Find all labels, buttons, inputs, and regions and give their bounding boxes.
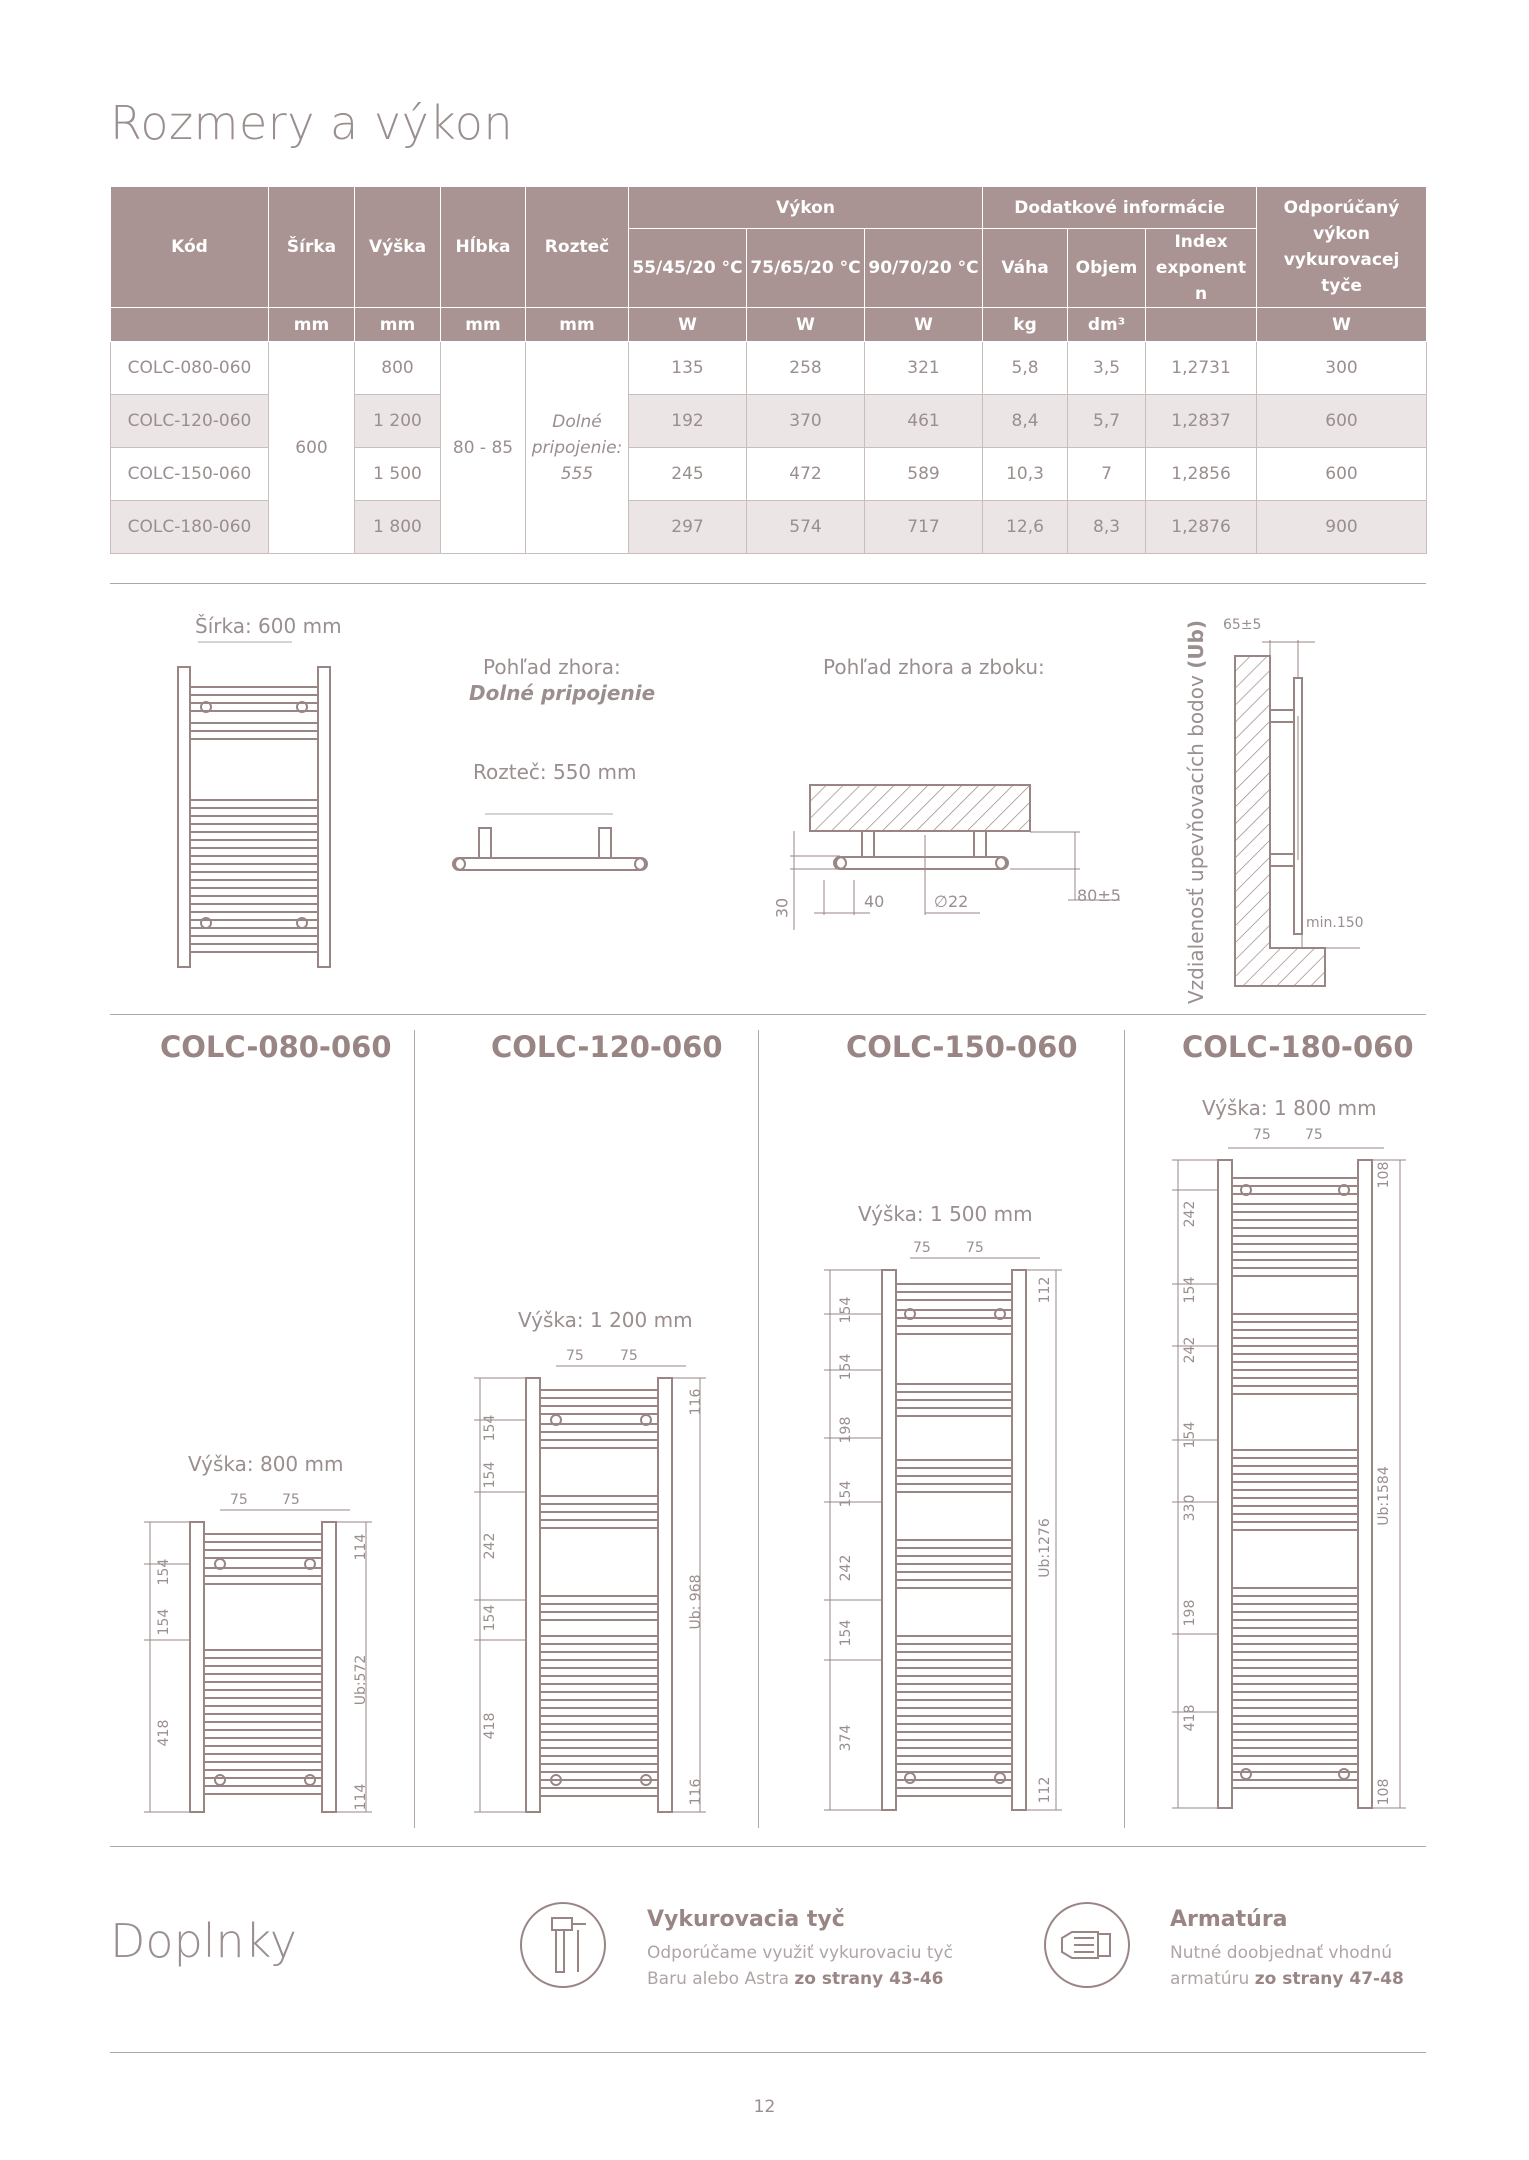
cell-vaha: 5,8 (983, 342, 1068, 395)
accessory-line2: armatúru (1170, 1969, 1255, 1989)
accessory-description (647, 1940, 953, 1992)
col-header-objem: Objem (1068, 229, 1146, 308)
dim-left: 154 (1182, 1276, 1198, 1304)
dim-left: 154 (1182, 1421, 1198, 1449)
dim-right-top: 114 (353, 1533, 369, 1561)
cell-vaha: 12,6 (983, 501, 1068, 554)
dim-75: 75 (966, 1240, 984, 1256)
divider (110, 2052, 1426, 2053)
dim-left: 374 (838, 1724, 854, 1752)
unit-vaha: kg (983, 308, 1068, 342)
col-header-sirka: Šírka (269, 187, 355, 308)
wall-dim-65: 65±5 (1223, 617, 1262, 633)
dim-ub: Ub:1584 (1376, 1466, 1392, 1526)
side-view-drawing (780, 780, 1140, 940)
cell-index: 1,2837 (1146, 395, 1257, 448)
col-header-odp-line1: Odporúčaný (1283, 198, 1400, 218)
dim-left: 418 (482, 1712, 498, 1740)
cell-odp: 600 (1257, 395, 1427, 448)
cell-p3: 717 (865, 501, 983, 554)
dim-right-bottom: 116 (688, 1778, 704, 1806)
dim-left: 242 (838, 1554, 854, 1582)
page-title: Rozmery a výkon (110, 96, 514, 150)
accessory-line1: Nutné doobjednať vhodnú (1170, 1943, 1392, 1963)
cell-vyska: 1 800 (355, 501, 441, 554)
dim-75: 75 (620, 1348, 638, 1364)
col-header-p3: 90/70/20 °C (865, 229, 983, 308)
model-120-drawing (470, 1346, 710, 1836)
accessories-title: Doplnky (110, 1914, 297, 1968)
dim-right-bottom: 108 (1376, 1778, 1392, 1806)
cell-index: 1,2731 (1146, 342, 1257, 395)
dim-75: 75 (913, 1240, 931, 1256)
dim-left: 330 (1182, 1494, 1198, 1522)
cell-vyska: 800 (355, 342, 441, 395)
accessory-page-ref: zo strany 47-48 (1254, 1969, 1404, 1989)
unit-odp: W (1257, 308, 1427, 342)
dim-left: 198 (838, 1416, 854, 1444)
height-label: Výška: 1 500 mm (858, 1202, 1033, 1226)
unit-p3: W (865, 308, 983, 342)
sirka-label: Šírka: 600 mm (195, 614, 342, 638)
side-dim-30: 30 (772, 897, 792, 919)
dim-left: 418 (1182, 1704, 1198, 1732)
cell-odp: 300 (1257, 342, 1427, 395)
dim-left: 154 (156, 1558, 172, 1586)
dim-left: 242 (1182, 1200, 1198, 1228)
unit-p1: W (629, 308, 747, 342)
wall-vertical-label (1184, 620, 1208, 1004)
col-header-index-line2: exponent n (1155, 258, 1247, 304)
unit-roztec: mm (526, 308, 629, 342)
unit-kod (111, 308, 269, 342)
wall-mount-drawing (1220, 618, 1380, 998)
col-header-kod: Kód (111, 187, 269, 308)
side-dim-80: 80±5 (1077, 886, 1121, 905)
model-separator (1124, 1030, 1125, 1828)
cell-sirka-merged: 600 (269, 342, 355, 554)
col-header-p1: 55/45/20 °C (629, 229, 747, 308)
side-dim-d22: ∅22 (934, 892, 969, 911)
roztec-line1: Dolné (552, 411, 602, 432)
cell-objem: 5,7 (1068, 395, 1146, 448)
dim-75: 75 (282, 1492, 300, 1508)
cell-vaha: 10,3 (983, 448, 1068, 501)
dim-left: 154 (156, 1608, 172, 1636)
dim-right-top: 108 (1376, 1161, 1392, 1189)
unit-sirka: mm (269, 308, 355, 342)
model-title: COLC-080-060 (160, 1030, 392, 1064)
roztec-line2: pripojenie: (531, 437, 623, 458)
col-header-odp-line3: tyče (1321, 276, 1362, 296)
cell-p2: 574 (747, 501, 865, 554)
cell-odp: 600 (1257, 448, 1427, 501)
divider (110, 583, 1426, 584)
cell-p1: 297 (629, 501, 747, 554)
cell-p2: 258 (747, 342, 865, 395)
cell-objem: 8,3 (1068, 501, 1146, 554)
valve-icon (1042, 1900, 1132, 1990)
col-header-index-line1: Index (1174, 232, 1228, 252)
wall-dim-min150: min.150 (1306, 915, 1364, 931)
col-header-index (1146, 229, 1257, 308)
cell-objem: 7 (1068, 448, 1146, 501)
model-separator (414, 1030, 415, 1828)
cell-p1: 135 (629, 342, 747, 395)
accessory-page-ref: zo strany 43-46 (794, 1969, 944, 1989)
divider (110, 1014, 1426, 1015)
accessory-description (1170, 1940, 1404, 1992)
top-view-label: Pohľad zhora: (483, 655, 621, 679)
col-header-p2: 75/65/20 °C (747, 229, 865, 308)
height-label: Výška: 800 mm (188, 1452, 344, 1476)
model-150-drawing (820, 1240, 1070, 1836)
dim-left: 154 (838, 1296, 854, 1324)
height-label: Výška: 1 800 mm (1202, 1096, 1377, 1120)
table-row (111, 342, 1427, 395)
side-dim-40: 40 (864, 892, 885, 911)
cell-kod: COLC-180-060 (111, 501, 269, 554)
cell-objem: 3,5 (1068, 342, 1146, 395)
roztec-label: Rozteč: 550 mm (473, 760, 637, 784)
side-view-label: Pohľad zhora a zboku: (823, 655, 1045, 679)
divider (110, 1846, 1426, 1847)
spec-table (110, 186, 1427, 554)
unit-vyska: mm (355, 308, 441, 342)
cell-vaha: 8,4 (983, 395, 1068, 448)
dim-left: 154 (482, 1604, 498, 1632)
dim-left: 154 (838, 1619, 854, 1647)
cell-vyska: 1 500 (355, 448, 441, 501)
col-header-vyska: Výška (355, 187, 441, 308)
roztec-line3: 555 (560, 463, 594, 484)
unit-hlbka: mm (441, 308, 526, 342)
dim-left: 242 (482, 1532, 498, 1560)
dim-right-top: 116 (688, 1388, 704, 1416)
cell-p3: 461 (865, 395, 983, 448)
page-number: 12 (753, 2097, 776, 2117)
model-title: COLC-120-060 (491, 1030, 723, 1064)
dim-left: 198 (1182, 1599, 1198, 1627)
dim-right-bottom: 112 (1037, 1776, 1053, 1804)
accessory-line2: Baru alebo Astra (647, 1969, 795, 1989)
model-080-drawing (140, 1490, 380, 1835)
unit-index (1146, 308, 1257, 342)
cell-p2: 370 (747, 395, 865, 448)
col-header-odp-line2: výkon vykurovacej (1283, 224, 1400, 270)
wall-vertical-text: Vzdialenosť upevňovacích bodov (1184, 675, 1208, 1005)
dim-ub: Ub:572 (353, 1654, 369, 1706)
model-title: COLC-180-060 (1182, 1030, 1414, 1064)
col-header-hlbka: Hĺbka (441, 187, 526, 308)
cell-p2: 472 (747, 448, 865, 501)
cell-kod: COLC-080-060 (111, 342, 269, 395)
dim-left: 154 (482, 1461, 498, 1489)
dim-ub: Ub: 968 (688, 1574, 704, 1630)
dim-left: 154 (838, 1353, 854, 1381)
accessory-line1: Odporúčame využiť vykurovaciu tyč (647, 1943, 953, 1963)
cell-hlbka-merged: 80 - 85 (441, 342, 526, 554)
unit-objem: dm³ (1068, 308, 1146, 342)
dim-right-top: 112 (1037, 1276, 1053, 1304)
cell-p3: 589 (865, 448, 983, 501)
cell-index: 1,2876 (1146, 501, 1257, 554)
group-header-vykon: Výkon (629, 187, 983, 229)
height-label: Výška: 1 200 mm (518, 1308, 693, 1332)
unit-p2: W (747, 308, 865, 342)
cell-vyska: 1 200 (355, 395, 441, 448)
cell-kod: COLC-120-060 (111, 395, 269, 448)
col-header-vaha: Váha (983, 229, 1068, 308)
col-header-roztec: Rozteč (526, 187, 629, 308)
dim-75: 75 (1253, 1127, 1271, 1143)
wall-vertical-bold: (Ub) (1184, 619, 1208, 669)
dim-ub: Ub:1276 (1037, 1518, 1053, 1578)
radiator-front-drawing (160, 640, 350, 980)
top-view-drawing (445, 810, 655, 890)
cell-odp: 900 (1257, 501, 1427, 554)
model-separator (758, 1030, 759, 1828)
dim-left: 418 (156, 1719, 172, 1747)
accessory-title: Vykurovacia tyč (647, 1907, 845, 1932)
dim-right-bottom: 114 (353, 1783, 369, 1811)
dim-75: 75 (1305, 1127, 1323, 1143)
dim-75: 75 (566, 1348, 584, 1364)
cell-p1: 245 (629, 448, 747, 501)
dim-left: 154 (482, 1414, 498, 1442)
model-title: COLC-150-060 (846, 1030, 1078, 1064)
heating-rod-icon (518, 1900, 608, 1990)
group-header-doplnkove: Dodatkové informácie (983, 187, 1257, 229)
cell-p3: 321 (865, 342, 983, 395)
top-view-connection: Dolné pripojenie (469, 681, 656, 705)
cell-roztec-merged (526, 342, 629, 554)
cell-index: 1,2856 (1146, 448, 1257, 501)
col-header-odporucany (1257, 187, 1427, 308)
dim-75: 75 (230, 1492, 248, 1508)
cell-kod: COLC-150-060 (111, 448, 269, 501)
accessory-title: Armatúra (1170, 1907, 1288, 1932)
dim-left: 154 (838, 1480, 854, 1508)
dim-left: 242 (1182, 1336, 1198, 1364)
cell-p1: 192 (629, 395, 747, 448)
